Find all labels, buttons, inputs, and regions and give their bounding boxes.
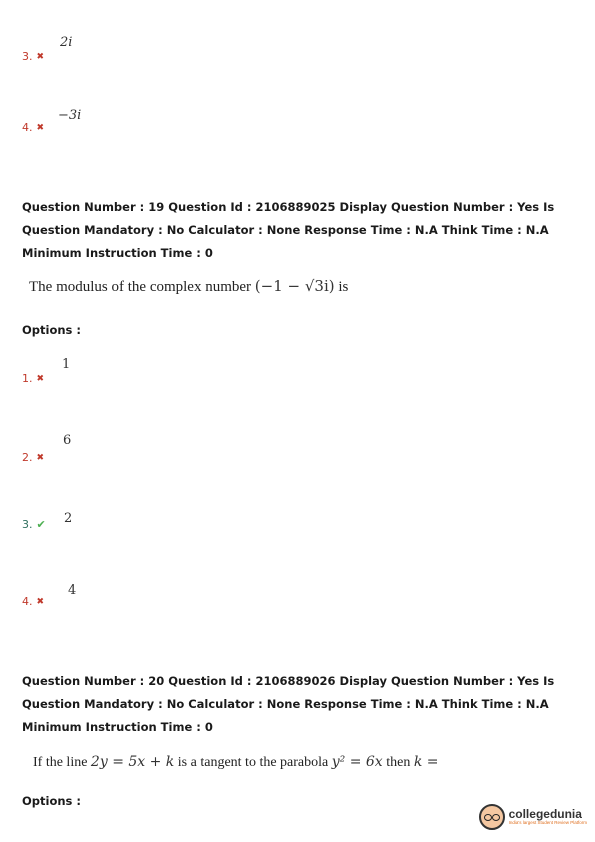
option-4-value: 4: [68, 583, 77, 598]
option-1-number: 1. ✖: [22, 372, 45, 385]
question-19-header: Question Number : 19 Question Id : 2106889025 Display Question Number : Yes Is Question Mandatory : No Calculator : None Response Time : N.A Think Time : N.A Minimum Instruction Time : 0: [22, 200, 555, 260]
option-1-value: 1: [62, 357, 71, 372]
collegedunia-logo: [479, 804, 587, 830]
wrong-icon: ✖: [36, 122, 45, 133]
question-19-options-label: Options :: [22, 323, 81, 337]
check-icon: ✔: [36, 518, 46, 531]
option-3-value: 2i: [60, 35, 73, 50]
option-4-value: −3i: [58, 108, 82, 123]
logo-tagline: India's largest Student Review Platform: [508, 820, 587, 825]
question-19-text: The modulus of the complex number (−1 − √3i) is: [29, 277, 349, 295]
option-3-value: 2: [64, 511, 73, 526]
question-20-options-label: Options :: [22, 794, 81, 808]
option-3-number: 3. ✔: [22, 518, 46, 531]
question-20-header: Question Number : 20 Question Id : 2106889026 Display Question Number : Yes Is Question Mandatory : No Calculator : None Response Time : N.A Think Time : N.A Minimum Instruction Time : 0: [22, 674, 555, 734]
mascot-icon: [479, 804, 505, 830]
option-4-number: 4. ✖: [22, 121, 45, 134]
option-3-number: 3. ✖: [22, 50, 45, 63]
wrong-icon: ✖: [36, 51, 45, 62]
wrong-icon: ✖: [36, 452, 45, 463]
wrong-icon: ✖: [36, 596, 45, 607]
option-4-number: 4. ✖: [22, 595, 45, 608]
question-20-text: If the line 2y = 5x + k is a tangent to the parabola y² = 6x then k =: [33, 754, 439, 770]
wrong-icon: ✖: [36, 373, 45, 384]
option-2-number: 2. ✖: [22, 451, 45, 464]
option-2-value: 6: [63, 433, 72, 448]
logo-name: collegedunia: [508, 807, 582, 821]
